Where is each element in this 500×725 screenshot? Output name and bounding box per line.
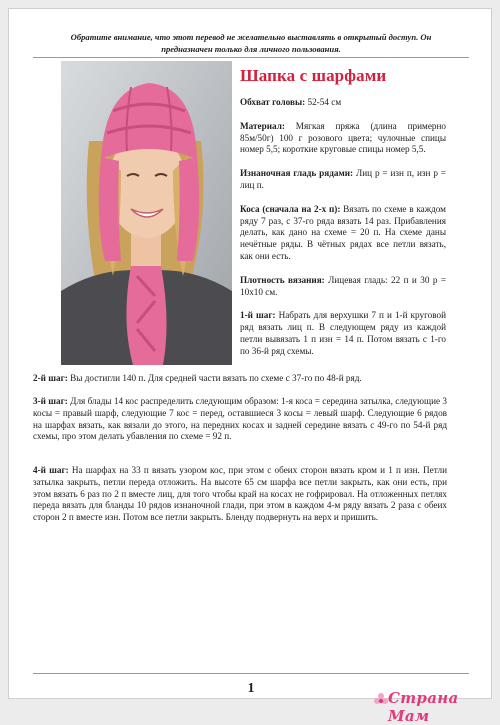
document-page xyxy=(8,8,492,725)
pattern-title: Шапка с шарфами xyxy=(240,66,387,85)
section-reverse-stitch: Изнаночная гладь рядами: Лиц р = изн п, изн р = лиц п. xyxy=(240,168,446,190)
section-step-2: 2-й шаг: Вы достигли 140 п. Для средней части вязать по схеме с 37-го по 48-й ряд. xyxy=(33,373,362,383)
photo-woman-in-pink-hat xyxy=(61,61,232,365)
section-step-4: 4-й шаг: На шарфах на 33 п вязать узором кос, при этом с обеих сторон вязать кром и 1 п изн. Петли затылка закрыть, петли переда отложить. На высоте 65 см шарфа все петли закрыть, как они есть, при этом вязать 6 раз по 2 п вместе лиц, для того чтобы край на косах не гофрировал. На отложенных петлях переда вязать для бланды 10 рядов изнаночной глади, при этом в каждом 4-м ряду вязать 2 раза с обеих сторон 2 п вместе изн. Потом все петли закрыть. Бленду подвернуть на верх и пришить. xyxy=(33,465,448,523)
page-number: 1 xyxy=(247,681,255,696)
intro-column xyxy=(240,97,446,358)
section-step-3: 3-й шаг: Для блады 14 кос распределить следующим образом: 1-я коса = середина затылка, следующие 3 косы = правый шарф, следующие 7 кос = перед, оставшиеся 3 косы = левый шарф. Следующие 6 рядов на шарфах вязать, как вязали до этого, на передних косах и задней середине вязать с 49-го по 54-й ряд схемы, про этом делать убавления по схеме = 92 п. xyxy=(33,396,447,442)
flower-logo-icon xyxy=(374,693,388,707)
section-gauge: Плотность вязания: Лицевая гладь: 22 п и 30 р = 10х10 см. xyxy=(240,274,446,297)
bottom-divider xyxy=(33,673,469,674)
section-head-size: Обхват головы: 52-54 см xyxy=(240,97,342,107)
notice-text: Обратите внимание, что этот перевод не желательно выставлять в открытый доступ. Он предназначен только для личного пользования. xyxy=(70,32,432,54)
section-step-1: 1-й шаг: Набрать для верхушки 7 п и 1-й круговой ряд вязать лиц п. В следующем ряду из каждой петли вывязать 1 п изн = 14 п. Потом вязать с 1-го по 36-й ряд схемы. xyxy=(240,310,446,356)
photo-illustration xyxy=(61,61,232,365)
section-material: Материал: Мягкая пряжа (длина примерно 85м/50г) 100 г розового цвета; чулочные спицы номер 5,5; короткие круговые спицы номер 5,5. xyxy=(240,120,446,155)
top-divider xyxy=(33,57,469,58)
section-cable: Коса (сначала на 2-х п): Вязать по схеме в каждом ряду 7 раз, с 37-го ряда вязать 14 раз. Прибавления делать, как дано на схеме = 20 п. На схеме даны нечётные ряды. В чётных рядах все петли вязать, как они есть. xyxy=(240,203,446,261)
brand-logo-text: Страна Мам xyxy=(388,689,459,725)
